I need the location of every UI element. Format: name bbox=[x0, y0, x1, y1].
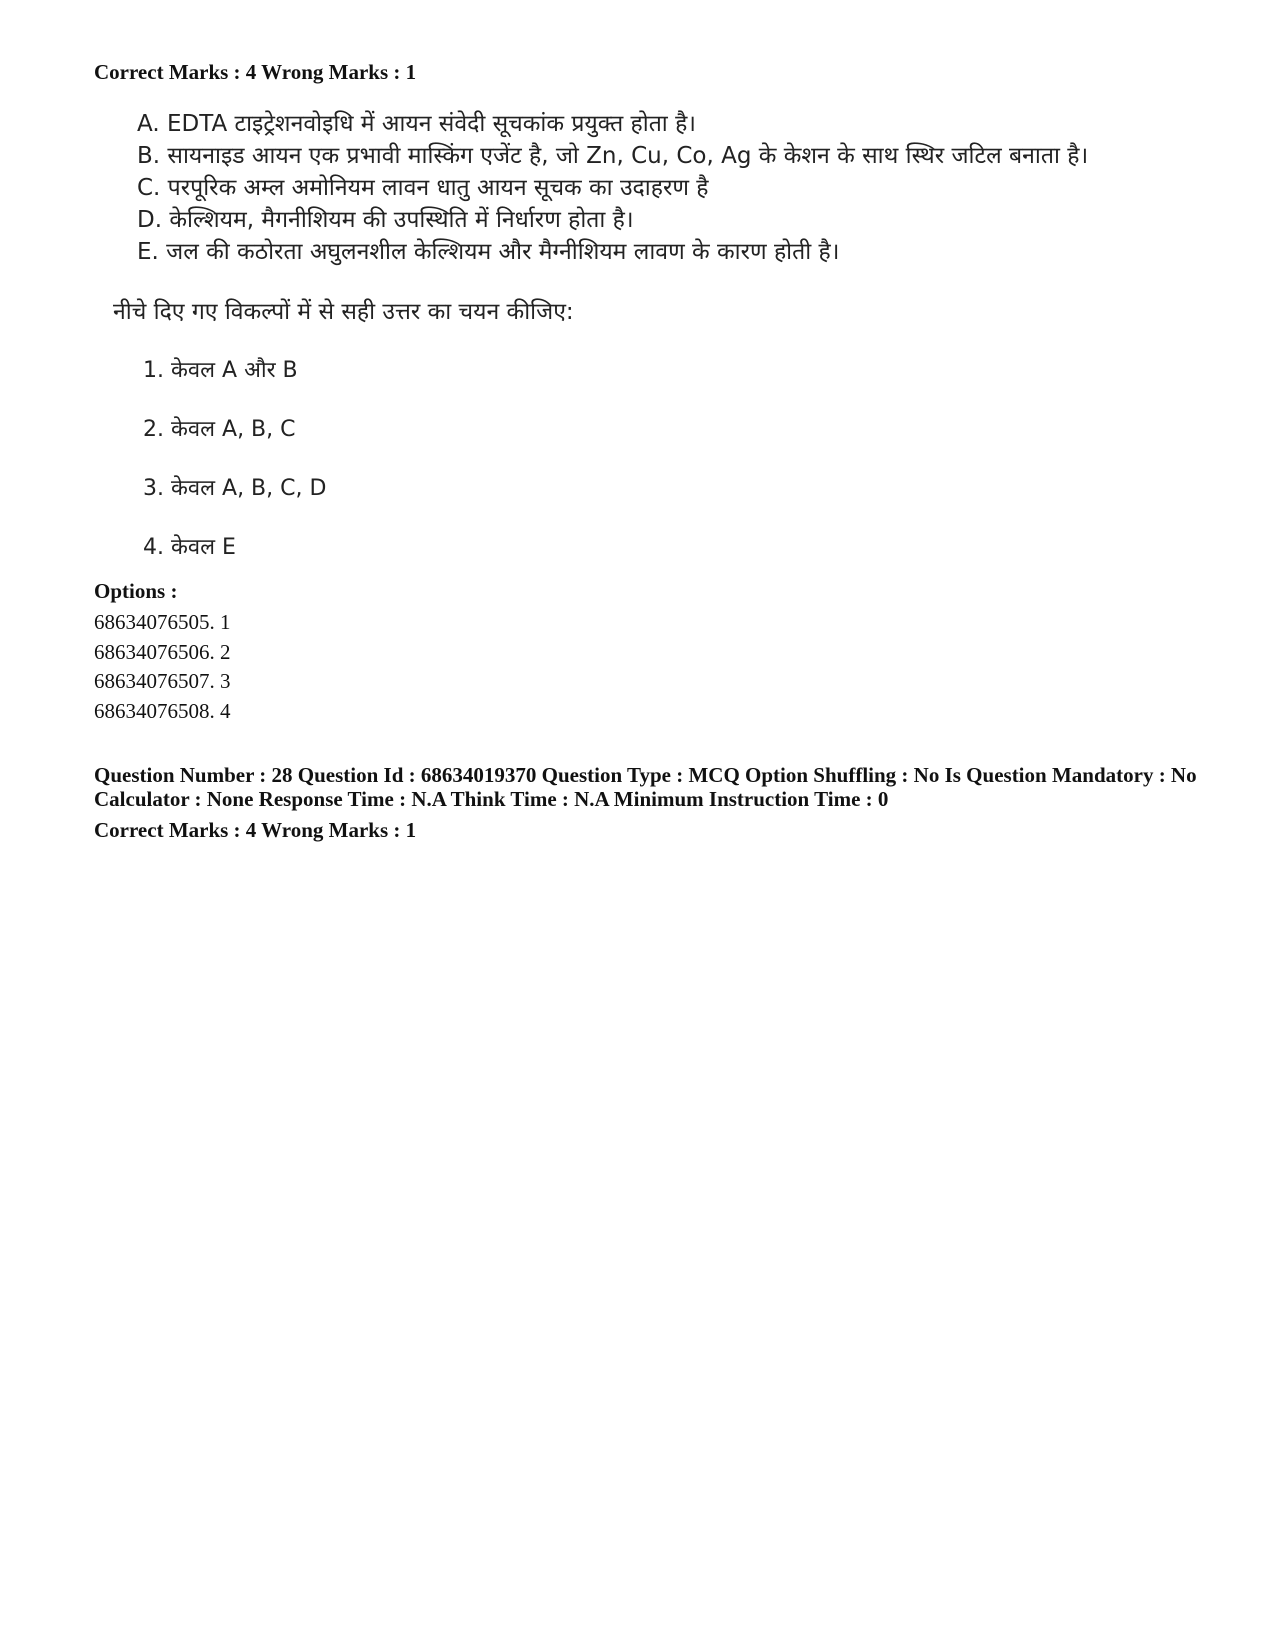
option-id-1: 68634076505. 1 bbox=[94, 610, 231, 634]
statement-e: E. जल की कठोरता अघुलनशील केल्शियम और मैग्नीशियम लावण के कारण होती है। bbox=[137, 239, 840, 265]
statement-list bbox=[137, 108, 1088, 268]
option-id-4: 68634076508. 4 bbox=[94, 698, 231, 723]
answer-choice-3: 3. केवल A, B, C, D bbox=[143, 476, 327, 501]
answer-choice-4: 4. केवल E bbox=[143, 535, 236, 560]
option-id-3: 68634076507. 3 bbox=[94, 669, 231, 693]
answer-choice-2: 2. केवल A, B, C bbox=[143, 417, 296, 442]
answer-choice-1: 1. केवल A और B bbox=[143, 358, 298, 383]
next-question-marks: Correct Marks : 4 Wrong Marks : 1 bbox=[94, 818, 417, 842]
statement-c: C. परपूरिक अम्ल अमोनियम लावन धातु आयन सूचक का उदाहरण है bbox=[137, 175, 709, 201]
option-id-list bbox=[94, 608, 231, 726]
statement-d: D. केल्शियम, मैगनीशियम की उपस्थिति में निर्धारण होता है। bbox=[137, 207, 634, 233]
question-prompt: नीचे दिए गए विकल्पों में से सही उत्तर का चयन कीजिए: bbox=[113, 299, 574, 325]
statement-a: A. EDTA टाइट्रेशनवोइधि में आयन संवेदी सूचकांक प्रयुक्त होता है। bbox=[137, 111, 697, 137]
statement-b: B. सायनाइड आयन एक प्रभावी मास्किंग एजेंट है, जो Zn, Cu, Co, Ag के केशन के साथ स्थिर जटिल बनाता है। bbox=[137, 143, 1089, 169]
answer-choice-list bbox=[143, 354, 326, 590]
options-heading: Options : bbox=[94, 579, 178, 603]
marks-line: Correct Marks : 4 Wrong Marks : 1 bbox=[94, 60, 417, 84]
next-question-header: Question Number : 28 Question Id : 68634019370 Question Type : MCQ Option Shuffling : No Is Question Mandatory : No Calculator : None Response Time : N.A Think Time : N.A Minimum Instruction Time : 0 bbox=[94, 763, 1197, 811]
option-id-2: 68634076506. 2 bbox=[94, 639, 231, 664]
